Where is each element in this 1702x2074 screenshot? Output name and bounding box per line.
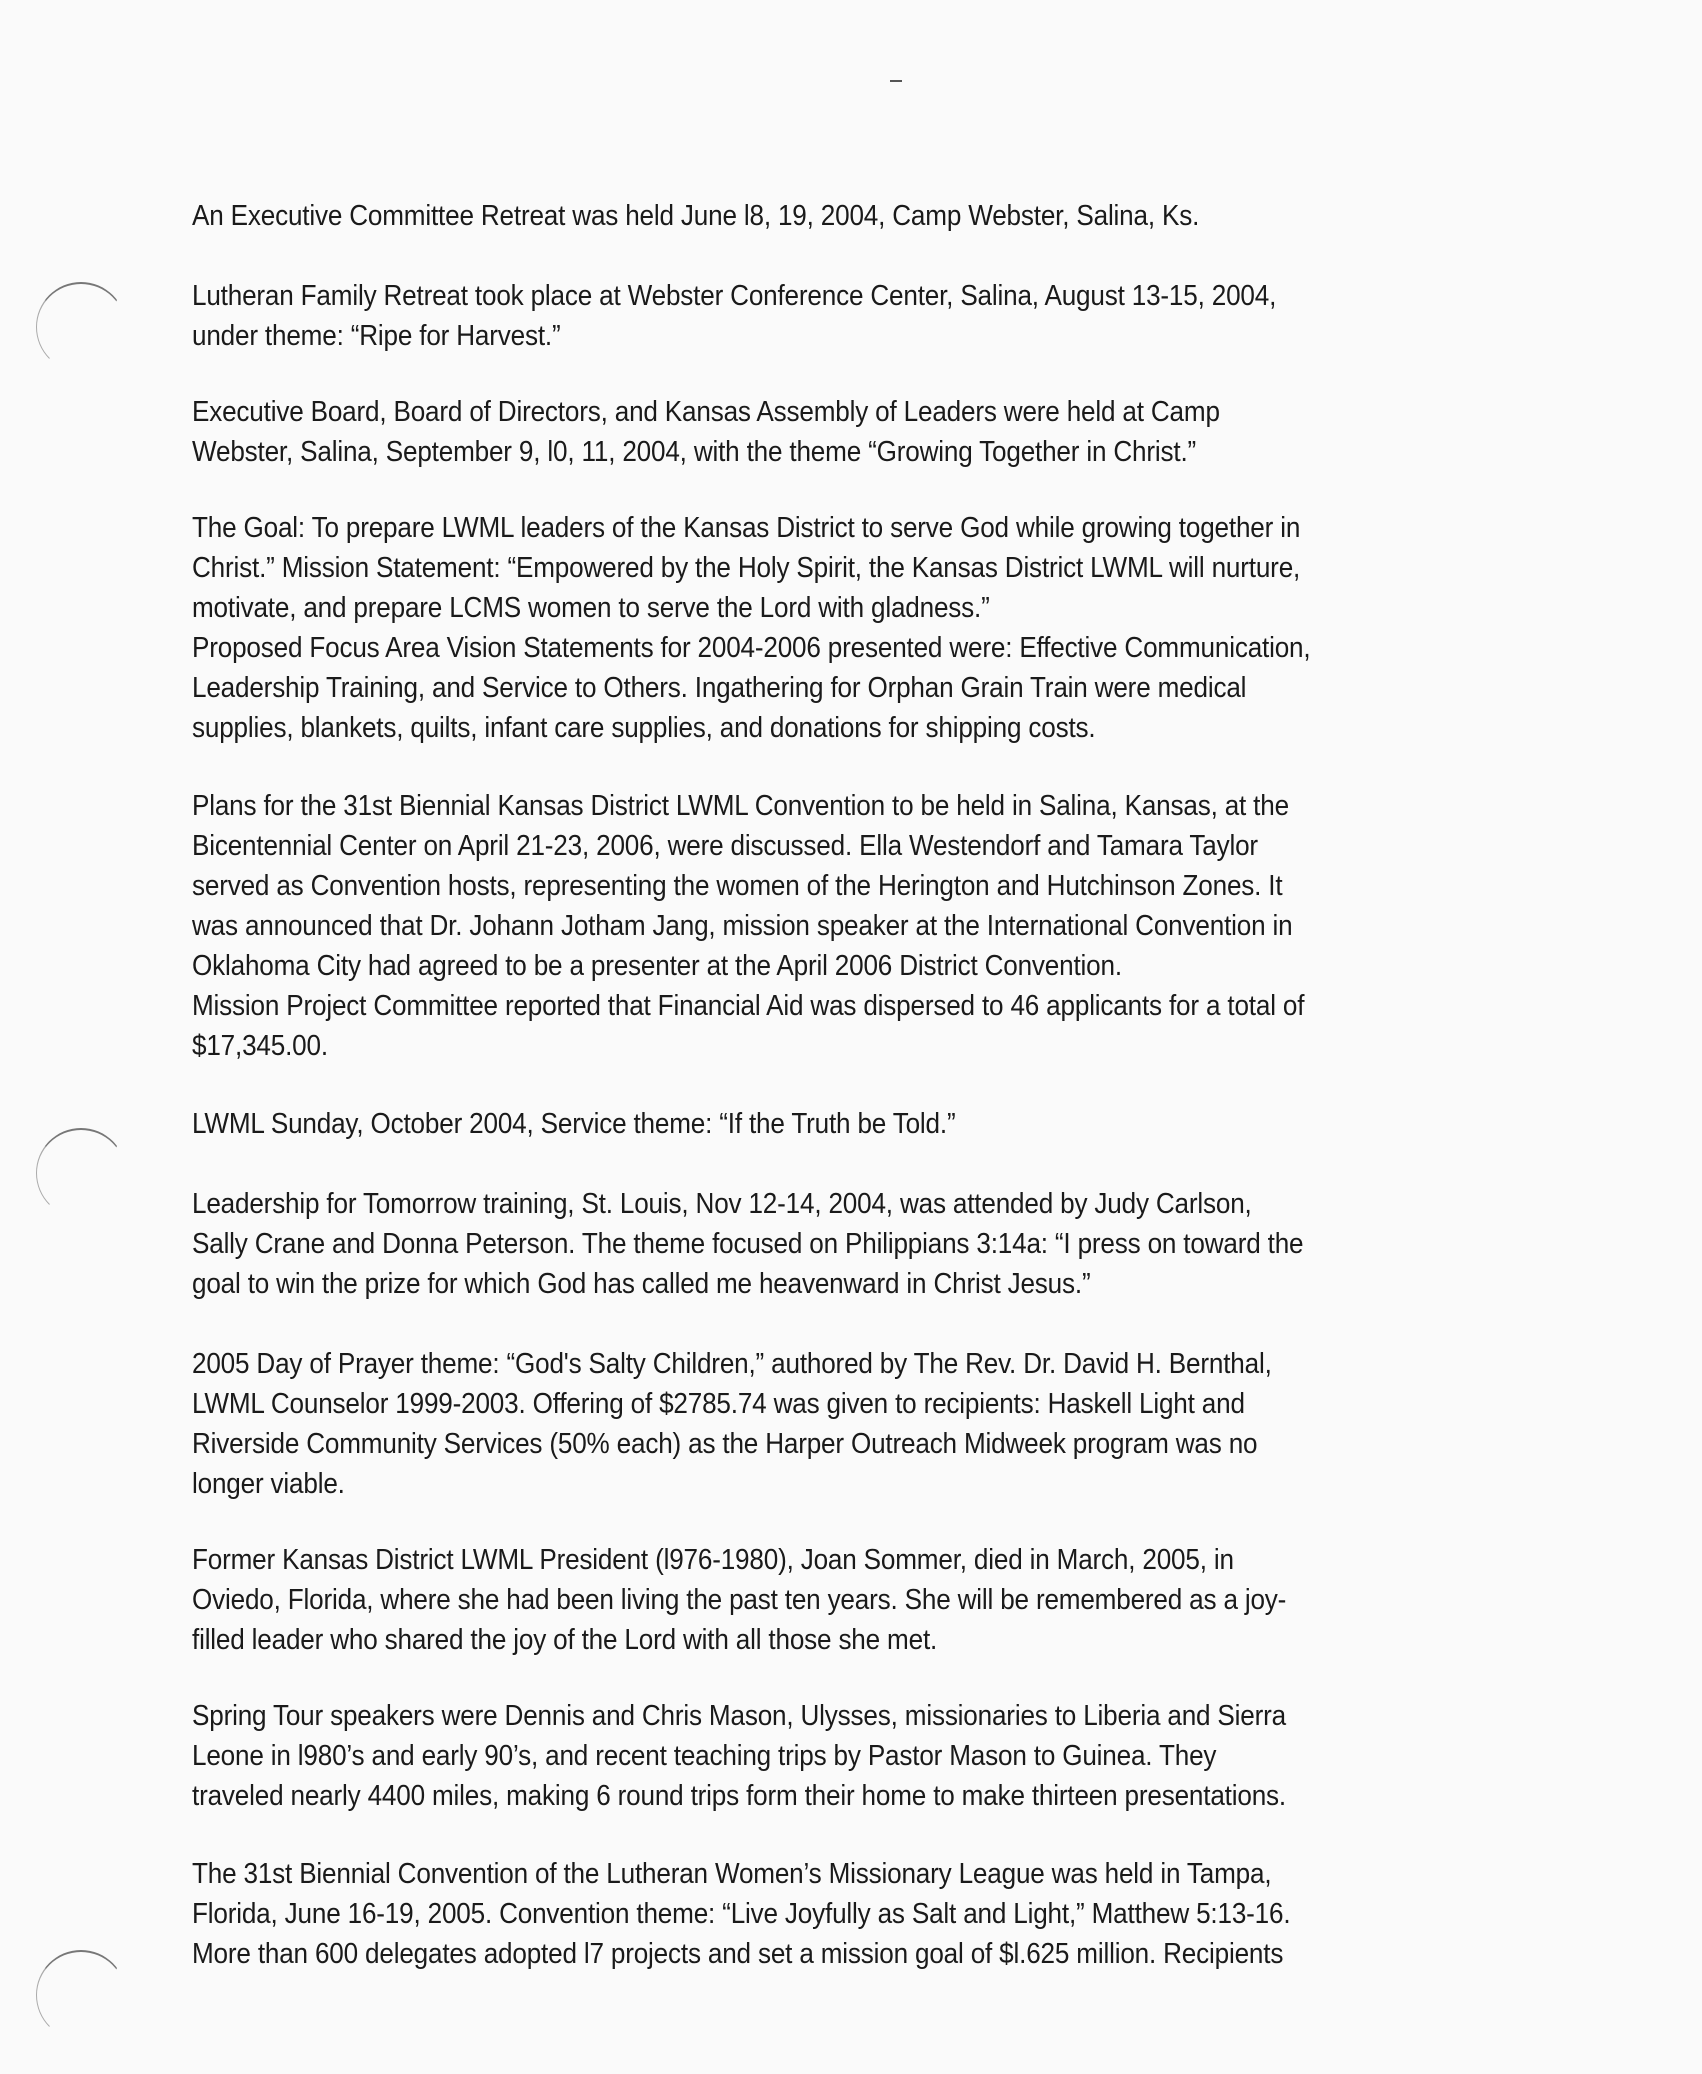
punch-hole-bottom: [36, 1950, 126, 2040]
paragraph-leadership-training: Leadership for Tomorrow training, St. Louis, Nov 12-14, 2004, was attended by Judy Carlson, Sally Crane and Donna Peterson. The theme focused on Philippians 3:14a: “I press on toward the goal to win the prize for which God has called me heavenward in Christ Jesus.”: [192, 1188, 1304, 1300]
paragraph-convention-plans: Plans for the 31st Biennial Kansas District LWML Convention to be held in Salina, Kansas, at the Bicentennial Center on April 21-23, 2006, were discussed. Ella Westendorf and Tamara Taylor served as Convention hosts, representing the women of the Herington and Hutchinson Zones. It was announced that Dr. Johann Jotham Jang, mission speaker at the International Convention in Oklahoma City had agreed to be a presenter at the April 2006 District Convention. Mission Project Committee reported that Financial Aid was dispersed to 46 applicants for a total of $17,345.00.: [192, 790, 1305, 1062]
paragraph-day-of-prayer: 2005 Day of Prayer theme: “God's Salty Children,” authored by The Rev. Dr. David H. Bernthal, LWML Counselor 1999-2003. Offering of $2785.74 was given to recipients: Haskell Light and Riverside Community Services (50% each) as the Harper Outreach Midweek program was no longer viable.: [192, 1348, 1272, 1500]
paragraph-family-retreat: Lutheran Family Retreat took place at Webster Conference Center, Salina, August 13-15, 2004, under theme: “Ripe for Harvest.”: [192, 280, 1277, 352]
paragraph-biennial-convention: The 31st Biennial Convention of the Lutheran Women’s Missionary League was held in Tampa, Florida, June 16-19, 2005. Convention theme: “Live Joyfully as Salt and Light,” Matthew 5:13-16. More than 600 delegates adopted l7 projects and set a mission goal of $l.625 million. Recipients: [192, 1858, 1291, 1970]
paragraph-executive-retreat: An Executive Committee Retreat was held June l8, 19, 2004, Camp Webster, Salina, Ks.: [192, 200, 1200, 232]
paragraph-spring-tour: Spring Tour speakers were Dennis and Chris Mason, Ulysses, missionaries to Liberia and Sierra Leone in l980’s and early 90’s, and recent teaching trips by Pastor Mason to Guinea. They traveled nearly 4400 miles, making 6 round trips form their home to make thirteen presentations.: [192, 1700, 1286, 1812]
punch-hole-middle: [36, 1128, 126, 1218]
paragraph-executive-board: Executive Board, Board of Directors, and Kansas Assembly of Leaders were held at Camp Webster, Salina, September 9, l0, 11, 2004, with the theme “Growing Together in Christ.”: [192, 396, 1220, 468]
paragraph-former-president: Former Kansas District LWML President (l976-1980), Joan Sommer, died in March, 2005, in Oviedo, Florida, where she had been living the past ten years. She will be remembered as a joy- filled leader who shared the joy of the Lord with all those she met.: [192, 1544, 1287, 1656]
stray-dash-mark: [890, 80, 902, 82]
paragraph-lwml-sunday: LWML Sunday, October 2004, Service theme: “If the Truth be Told.”: [192, 1108, 956, 1140]
paragraph-goal-mission: The Goal: To prepare LWML leaders of the Kansas District to serve God while growing together in Christ.” Mission Statement: “Empowered by the Holy Spirit, the Kansas District LWML will nurture, motivate, and prepare LCMS women to serve the Lord with gladness.” Proposed Focus Area Vision Statements for 2004-2006 presented were: Effective Communication, Leadership Training, and Service to Others. Ingathering for Orphan Grain Train were medical supplies, blankets, quilts, infant care supplies, and donations for shipping costs.: [192, 512, 1311, 744]
punch-hole-top: [36, 282, 126, 372]
